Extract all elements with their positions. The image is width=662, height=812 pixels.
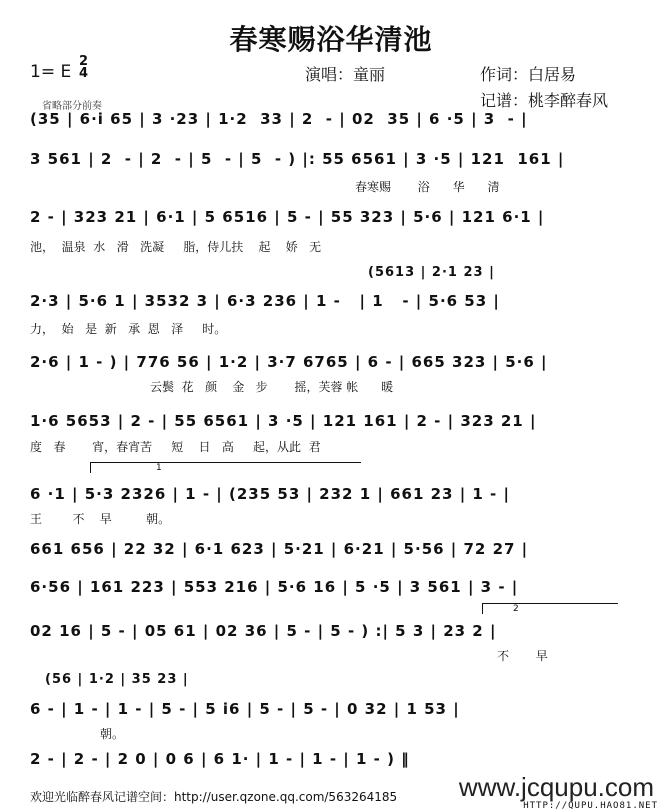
music-line-4-upper: (5613 | 2·1 23 | (368, 265, 495, 280)
music-line-5: 2·6 | 1 - ) | 776 56 | 1·2 | 3·7 6765 | 6 - | 665 323 | 5·6 | (30, 353, 548, 371)
lyrics-line-11: 朝。 (100, 727, 125, 741)
lyrics-line-3: 池， 温泉 水 滑 洗凝 脂，侍儿扶 起 娇 无 (30, 240, 322, 254)
volta-number: 2 (513, 604, 519, 614)
music-line-10: 02 16 | 5 - | 05 61 | 02 36 | 5 - | 5 - ) :| 5 3 | 23 2 | (30, 622, 497, 640)
singer-credit: 演唱：童丽 (305, 65, 386, 84)
music-line-11-upper: (56 | 1·2 | 35 23 | (45, 672, 189, 687)
volta-number: 1 (156, 463, 162, 473)
music-line-9: 6·56 | 161 223 | 553 216 | 5·6 16 | 5 ·5 | 3 561 | 3 - | (30, 578, 519, 596)
lyrics-line-7: 王 不 早 朝。 (30, 512, 171, 526)
music-line-6: 1·6 5653 | 2 - | 55 6561 | 3 ·5 | 121 161 | 2 - | 323 21 | (30, 412, 537, 430)
music-line-4: 2·3 | 5·6 1 | 3532 3 | 6·3 236 | 1 - | 1 - | 5·6 53 | (30, 292, 500, 310)
volta-bracket-2 (482, 603, 618, 614)
music-line-1: (35 | 6·i 65 | 3 ·23 | 1·2 33 | 2 - | 02 35 | 6 ·5 | 3 - | (30, 110, 528, 128)
music-line-11: 6 - | 1 - | 1 - | 5 - | 5 i6 | 5 - | 5 - | 0 32 | 1 53 | (30, 700, 460, 718)
key-signature: 1= E (30, 62, 72, 82)
music-line-2: 3 561 | 2 - | 2 - | 5 - | 5 - ) |: 55 6561 | 3 ·5 | 121 161 | (30, 150, 565, 168)
time-signature-bottom: 4 (79, 66, 89, 81)
lyrics-line-5: 云鬓 花 颜 金 步 摇，芙蓉 帐 暖 (150, 380, 394, 394)
score-title: 春寒赐浴华清池 (229, 23, 433, 56)
volta-bracket-1 (90, 462, 361, 473)
time-signature (79, 56, 88, 80)
intro-omitted-note: 省略部分前奏 (42, 101, 102, 112)
time-signature-top: 2 (79, 54, 89, 69)
watermark-url: HTTP://QUPU.HAO81.NET (523, 801, 658, 811)
music-line-3: 2 - | 323 21 | 6·1 | 5 6516 | 5 - | 55 323 | 5·6 | 121 6·1 | (30, 208, 545, 226)
lyrics-line-6: 度 春 宵，春宵苦 短 日 高 起，从此 君 (30, 440, 321, 454)
lyrics-line-10: 不 早 (497, 649, 548, 663)
music-line-12: 2 - | 2 - | 2 0 | 0 6 | 6 1· | 1 - | 1 - | 1 - ) ‖ (30, 750, 410, 768)
lyrics-line-4: 力， 始 是 新 承 恩 泽 时。 (30, 322, 227, 336)
music-line-8: 661 656 | 22 32 | 6·1 623 | 5·21 | 6·21 | 5·56 | 72 27 | (30, 540, 529, 558)
lyricist-credit: 作词：白居易 (480, 65, 577, 84)
transcriber-credit: 记谱：桃李醉春风 (480, 91, 609, 110)
lyrics-line-2: 春寒赐 浴 华 清 (355, 180, 500, 194)
footer-link-text: 欢迎光临醉春风记谱空间：http://user.qzone.qq.com/563264185 (30, 790, 398, 804)
watermark-logo: www.jcqupu.com (458, 772, 654, 802)
music-line-7: 6 ·1 | 5·3 2326 | 1 - | (235 53 | 232 1 | 661 23 | 1 - | (30, 485, 510, 503)
